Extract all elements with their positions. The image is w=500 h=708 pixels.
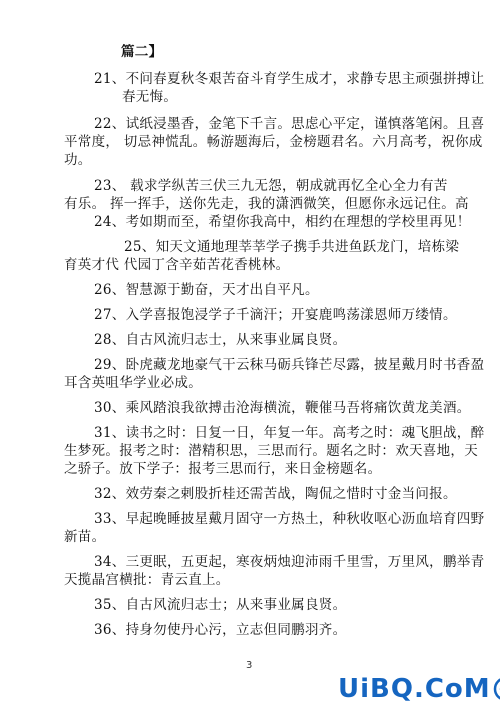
stamp-icon (493, 676, 500, 702)
text-line: 之骄子。放下学子：报考三思而行，来日金榜题名。 (64, 461, 382, 477)
text-line: 30、乘风踏浪我欲搏击沧海横流，鞭催马吾将痛饮黄龙美酒。 (94, 400, 471, 416)
text-line: 31、读书之时：日复一日，年复一年。高考之时：魂飞胆战，醉 (94, 425, 485, 441)
text-line: 育英才代 代园丁含辛茹苦花香桃林。 (64, 257, 290, 273)
text-line: 26、智慧源于勤奋，天才出自平凡。 (94, 282, 319, 298)
text-line: 34、三更眠，五更起，寒夜炳烛迎沛雨千里雪，万里风，鹏举青 (94, 554, 485, 570)
text-line: 23、 载求学纵苦三伏三九无怨，朝成就再忆全心全力有苦 (94, 178, 448, 194)
text-line: 24、考如期而至，希望你我高中，相约在理想的学校里再见！ (94, 214, 471, 230)
text-line: 生梦死。报考之时：潜精积思，三思而行。题名之时：欢天喜地，天 (64, 443, 478, 459)
text-line: 有乐。 挥一挥手，送你先走，我的潇洒微笑，但愿你永远记住。高 (64, 196, 469, 212)
text-line: 天揽晶宫横批：青云直上。 (64, 572, 230, 588)
text-line: 27、入学喜报饱浸学子千滴汗；开宴鹿鸣荡漾恩师万缕情。 (94, 307, 457, 323)
text-line: 36、持身勿使丹心污，立志但同鹏羽齐。 (94, 622, 347, 638)
text-line: 功。 (64, 152, 92, 168)
text-line: 28、自古风流归志士，从来事业属良贤。 (94, 332, 347, 348)
site-watermark (338, 674, 500, 704)
text-line: 平常度， 切忌神慌乱。畅游题海后，金榜题君名。六月高考，祝你成 (64, 134, 483, 150)
section-heading-2: 篇二】 (121, 44, 163, 60)
text-line: 21、不问春夏秋冬艰苦奋斗育学生成才，求静专思主顽强拼搏让 (94, 71, 485, 87)
page-number: 3 (246, 660, 253, 671)
text-line: 耳含英咀华学业必成。 (64, 375, 202, 391)
text-line: 33、早起晚睡披星戴月固守一方热土，种秋收呕心沥血培育四野 (94, 511, 485, 527)
text-line: 25、知天文通地理莘莘学子携手共进鱼跃龙门，培栋梁 (124, 239, 460, 255)
text-line: 新苗。 (64, 529, 106, 545)
text-line: 35、自古风流归志士；从来事业属良贤。 (94, 597, 347, 613)
text-line: 29、卧虎藏龙地豪气干云秣马砺兵锋芒尽露，披星戴月时书香盈 (94, 357, 485, 373)
watermark-text: UiBQ.CoM (338, 674, 491, 704)
text-line: 32、效劳秦之剌股折桂还需苦战，陶侃之惜时寸金当问报。 (94, 486, 457, 502)
text-line: 春无悔。 (122, 89, 178, 105)
text-line: 22、试纸浸墨香，金笔下千言。思虑心平定，谨慎落笔闲。且喜 (94, 116, 485, 132)
